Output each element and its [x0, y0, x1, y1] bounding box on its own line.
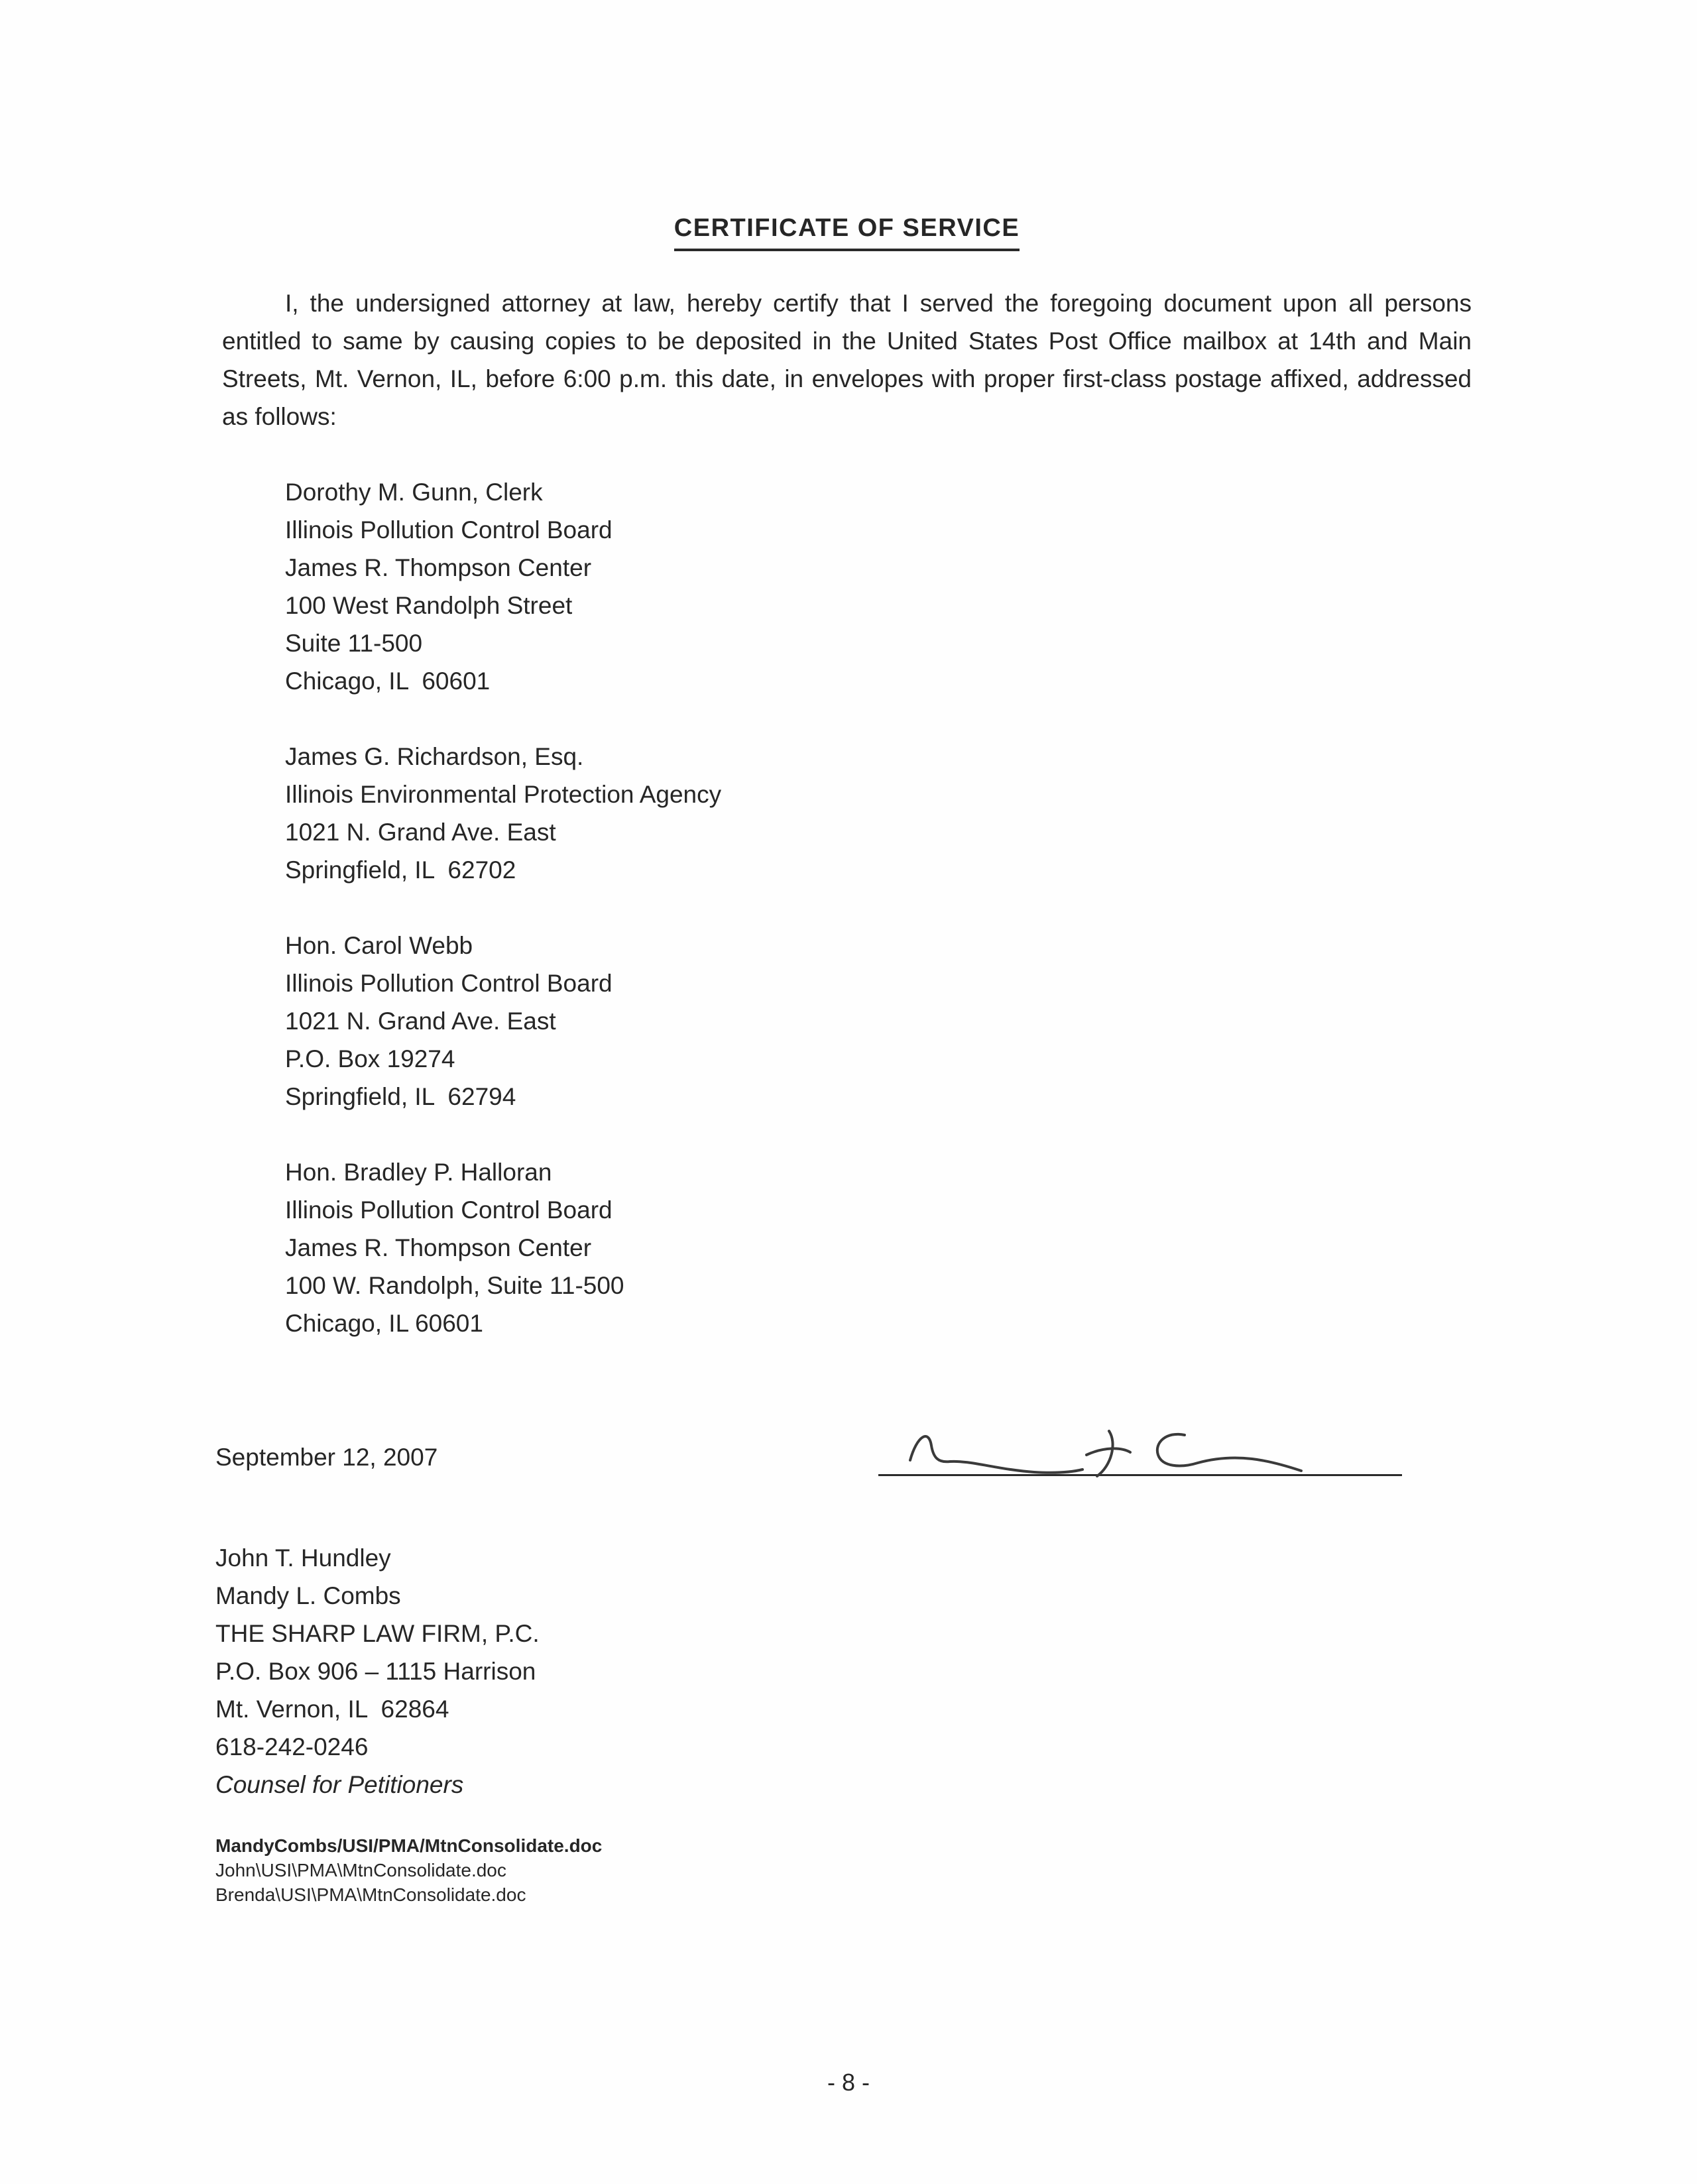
address-line: Illinois Pollution Control Board	[285, 516, 613, 544]
handwritten-signature-image	[898, 1408, 1309, 1488]
signer-line: Mandy L. Combs	[215, 1582, 401, 1609]
document-title: CERTIFICATE OF SERVICE	[674, 209, 1020, 251]
address-block-halloran	[285, 1153, 1472, 1342]
address-line: Illinois Pollution Control Board	[285, 1196, 613, 1224]
address-line: Chicago, IL 60601	[285, 1310, 483, 1337]
signer-line: John T. Hundley	[215, 1544, 391, 1572]
counsel-role-line: Counsel for Petitioners	[215, 1771, 464, 1798]
address-line: 1021 N. Grand Ave. East	[285, 1007, 556, 1035]
address-block-gunn	[285, 473, 1472, 700]
address-line: Hon. Bradley P. Halloran	[285, 1159, 552, 1186]
address-line: Springfield, IL 62702	[285, 856, 516, 884]
file-reference-line: Brenda\USI\PMA\MtnConsolidate.doc	[215, 1884, 526, 1905]
address-block-richardson	[285, 738, 1472, 889]
address-line: 100 W. Randolph, Suite 11-500	[285, 1272, 624, 1299]
address-line: P.O. Box 19274	[285, 1045, 455, 1072]
file-references	[215, 1833, 1472, 1907]
page-number: - 8 -	[827, 2069, 870, 2096]
address-line: 100 West Randolph Street	[285, 592, 573, 619]
certification-paragraph: I, the undersigned attorney at law, hereby certify that I served the foregoing document upon all persons entitled to same by causing copies to be deposited in the United States Post Office mailbox at 14th and Main Streets, Mt. Vernon, IL, before 6:00 p.m. this date, in envelopes with proper first-class postage affixed, addressed as follows:	[222, 290, 1472, 430]
address-line: Hon. Carol Webb	[285, 932, 473, 959]
file-reference-line: John\USI\PMA\MtnConsolidate.doc	[215, 1860, 506, 1880]
signer-line: 618-242-0246	[215, 1733, 369, 1760]
title-wrap	[222, 209, 1472, 251]
date-signature-row	[215, 1438, 1472, 1476]
address-line: 1021 N. Grand Ave. East	[285, 819, 556, 846]
address-line: Chicago, IL 60601	[285, 667, 491, 695]
date-text: September 12, 2007	[215, 1444, 438, 1471]
address-line: Suite 11-500	[285, 630, 423, 657]
address-line: James R. Thompson Center	[285, 554, 592, 581]
address-line: Dorothy M. Gunn, Clerk	[285, 479, 543, 506]
address-line: James G. Richardson, Esq.	[285, 743, 584, 770]
signer-line: THE SHARP LAW FIRM, P.C.	[215, 1620, 540, 1647]
address-line: Illinois Pollution Control Board	[285, 970, 613, 997]
address-block-webb	[285, 927, 1472, 1116]
signer-line: Mt. Vernon, IL 62864	[215, 1695, 449, 1723]
signer-line: P.O. Box 906 – 1115 Harrison	[215, 1658, 536, 1685]
signer-block	[215, 1539, 1472, 1804]
address-line: Springfield, IL 62794	[285, 1083, 516, 1110]
signature-area	[878, 1474, 1402, 1476]
address-line: James R. Thompson Center	[285, 1234, 592, 1261]
file-reference-line: MandyCombs/USI/PMA/MtnConsolidate.doc	[215, 1835, 603, 1856]
address-line: Illinois Environmental Protection Agency	[285, 781, 722, 808]
